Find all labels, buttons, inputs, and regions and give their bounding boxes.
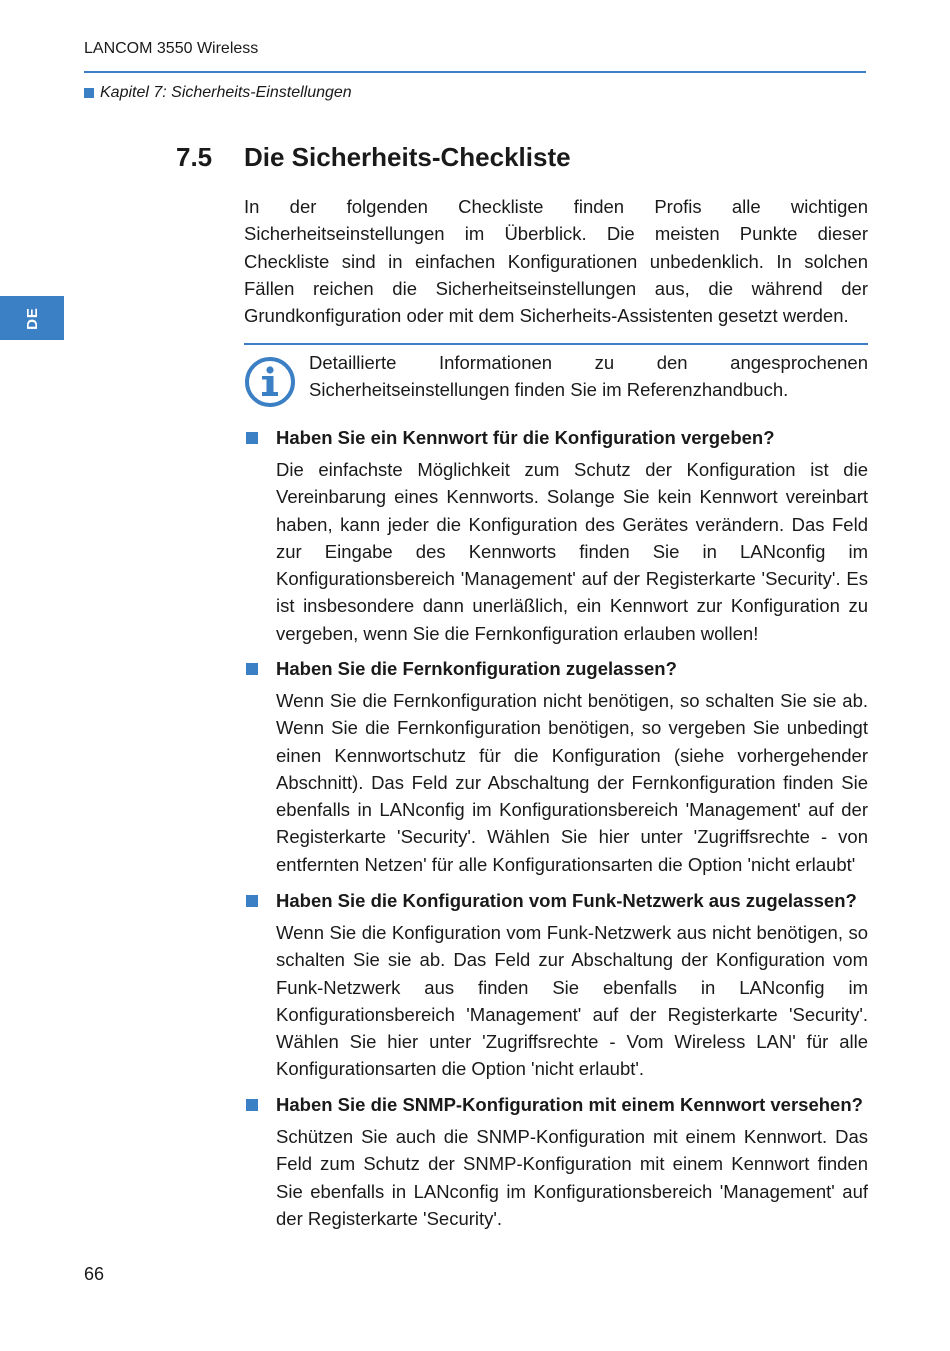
square-bullet-icon bbox=[246, 432, 258, 444]
square-bullet-icon bbox=[246, 895, 258, 907]
language-tab-label: DE bbox=[23, 306, 41, 330]
document-title: LANCOM 3550 Wireless bbox=[84, 40, 259, 57]
chapter-label: Kapitel 7: Sicherheits-Einstellungen bbox=[100, 84, 352, 101]
info-icon bbox=[244, 356, 296, 408]
intro-paragraph: In der folgenden Checkliste finden Profis alle wichtigen Sicherheitseinstellungen im Überblick. Die meisten Punkte dieser Checkliste sind in einfachen Konfigurationen unbedenklich. In solchen Fällen reichen die Sicherheitseinstellungen aus, die während der Grundkonfiguration oder mit dem Sicherheits-Assistenten gesetzt werden. bbox=[244, 196, 868, 327]
chapter-breadcrumb bbox=[84, 84, 352, 102]
square-bullet-icon bbox=[246, 1099, 258, 1111]
checklist-item-body: Die einfachste Möglichkeit zum Schutz der Konfiguration ist die Vereinbarung eines Kennworts. Solange Sie kein Kennwort vereinbart haben, kann jeder die Konfiguration des Gerätes verändern. Das Feld zur Eingabe des Kennworts finden Sie in LANconfig im Konfigurationsbereich 'Management' auf der Registerkarte 'Security'. Es ist insbesondere dann unerläßlich, ein Kennwort zur Konfiguration zu vergeben, wenn Sie die Fernkonfiguration erlauben wollen! bbox=[276, 459, 868, 644]
language-tab bbox=[0, 296, 64, 340]
checklist-item-body: Wenn Sie die Fernkonfiguration nicht benötigen, so schalten Sie sie ab. Wenn Sie die Fernkonfiguration benötigen, so vergeben Sie unbedingt einen Kennwortschutz für die Konfiguration (siehe vorhergehender Abschnitt). Das Feld zur Abschaltung der Fernkonfiguration finden Sie ebenfalls in LANconfig im Konfigurationsbereich 'Management' auf der Registerkarte 'Security'. Wählen Sie hier unter 'Zugriffsrechte - von entfernten Netzen' für alle Konfigurationsarten die Option 'nicht erlaubt' bbox=[276, 690, 868, 875]
checklist-item-heading: Haben Sie die SNMP-Konfiguration mit einem Kennwort versehen? bbox=[276, 1094, 863, 1115]
section-title: Die Sicherheits-Checkliste bbox=[244, 142, 571, 172]
checklist-item-body: Wenn Sie die Konfiguration vom Funk-Netzwerk aus nicht benötigen, so schalten Sie sie ab. Das Feld zur Abschaltung der Konfiguration vom Funk-Netzwerk aus finden Sie ebenfalls in LANconfig im Konfigurationsbereich 'Management' auf der Registerkarte 'Security'. Wählen Sie hier unter 'Zugriffsrechte - Vom Wireless LAN' für alle Konfigurationsarten die Option 'nicht erlaubt'. bbox=[276, 922, 868, 1080]
info-divider bbox=[244, 343, 868, 345]
checklist-item-heading: Haben Sie ein Kennwort für die Konfiguration vergeben? bbox=[276, 427, 775, 448]
checklist-item-heading: Haben Sie die Konfiguration vom Funk-Netzwerk aus zugelassen? bbox=[276, 890, 857, 911]
section-number: 7.5 bbox=[176, 142, 213, 172]
checklist-item-heading: Haben Sie die Fernkonfiguration zugelassen? bbox=[276, 658, 677, 679]
header-divider bbox=[84, 71, 866, 73]
square-bullet-icon bbox=[84, 88, 94, 98]
info-note-text: Detaillierte Informationen zu den angesprochenen Sicherheitseinstellungen finden Sie im Referenzhandbuch. bbox=[309, 352, 868, 401]
checklist-item-body: Schützen Sie auch die SNMP-Konfiguration mit einem Kennwort. Das Feld zum Schutz der SNMP-Konfiguration mit einem Kennwort finden Sie ebenfalls in LANconfig im Konfigurationsbereich 'Management' auf der Registerkarte 'Security'. bbox=[276, 1126, 868, 1229]
page-number: 66 bbox=[84, 1264, 105, 1284]
square-bullet-icon bbox=[246, 663, 258, 675]
